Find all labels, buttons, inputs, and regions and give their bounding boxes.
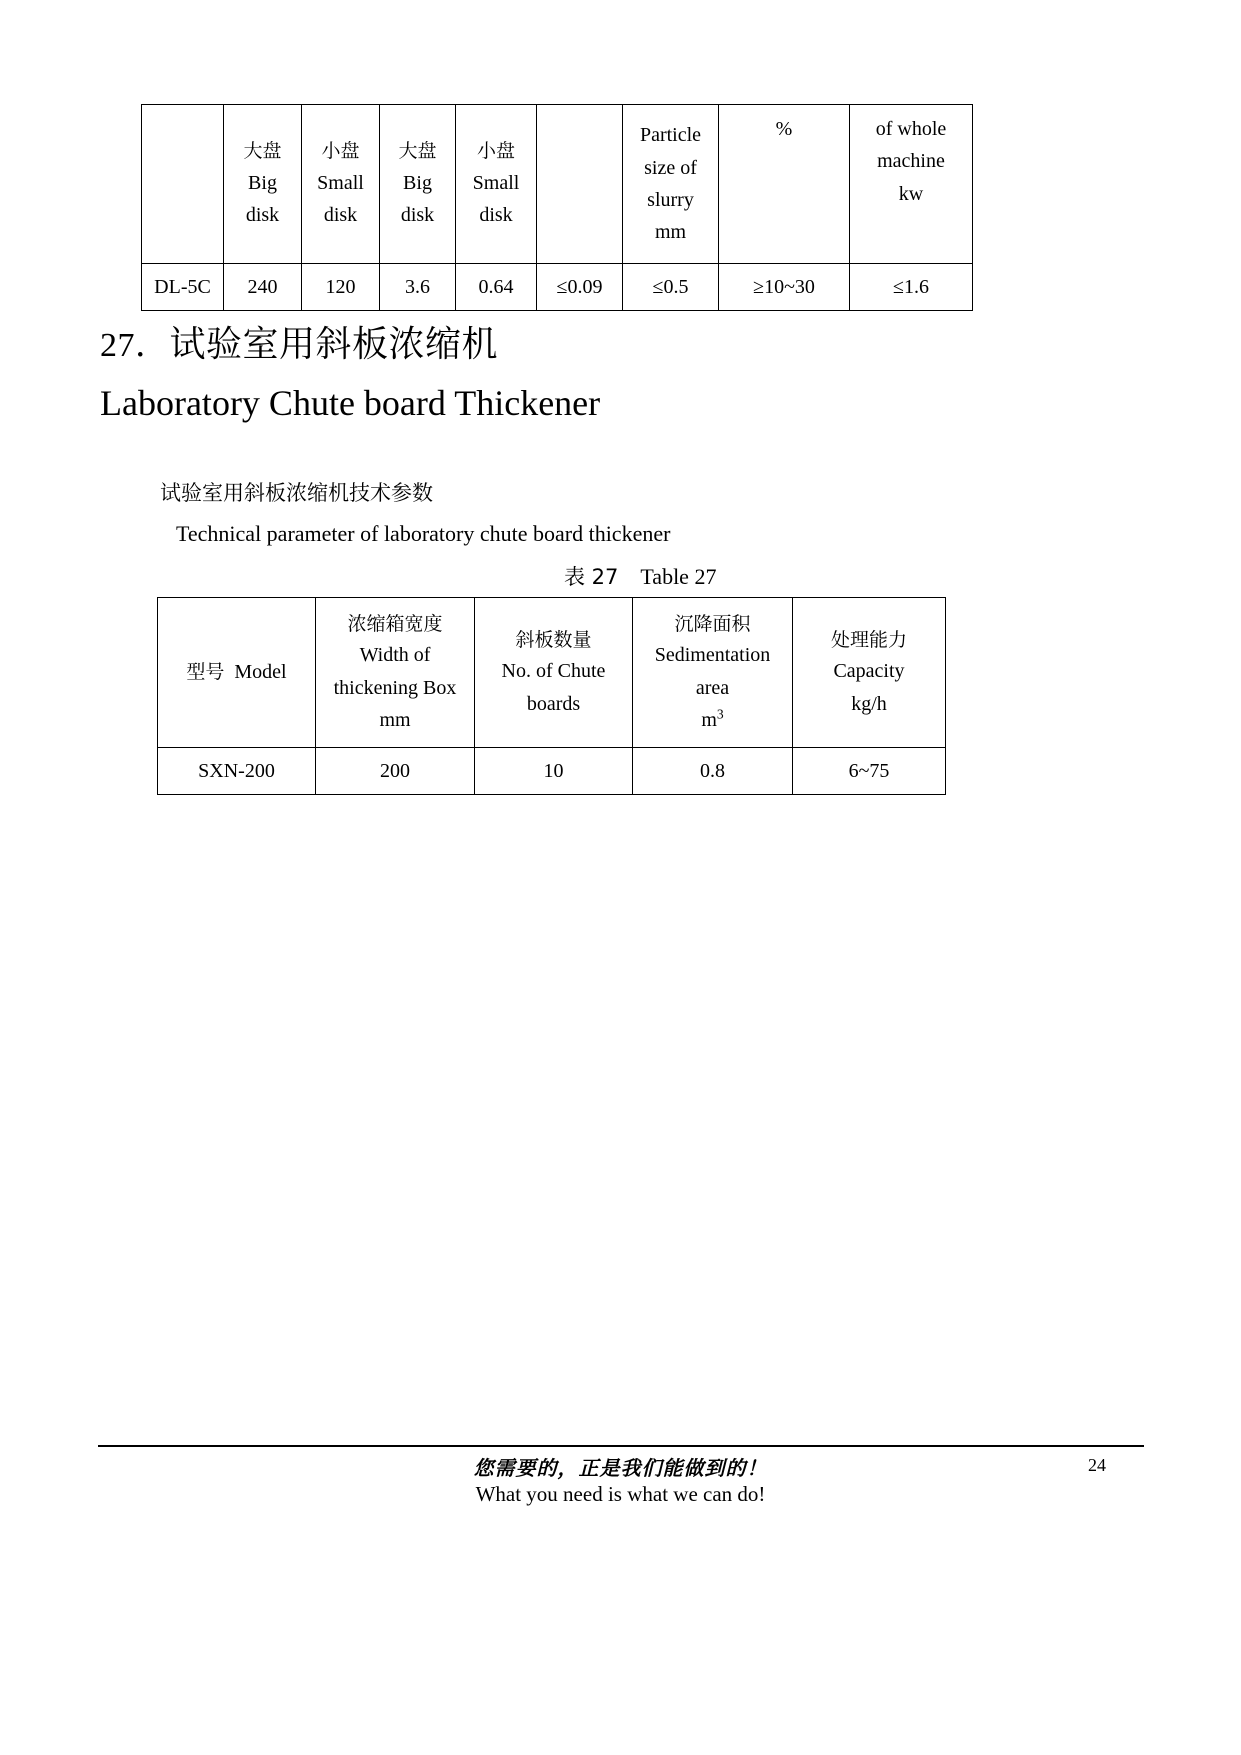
table-row-header — [142, 105, 973, 264]
header-cn-text: 处理能力 — [830, 628, 907, 651]
table-one-cell-3: 3.6 — [380, 264, 456, 311]
header-en-line: Model — [234, 661, 287, 684]
header-en-line: Sedimentation — [654, 644, 771, 667]
table-one-header-cell-8 — [850, 105, 973, 264]
table-two-cell-area: 0.8 — [633, 748, 793, 795]
header-cn-text: 大盘 — [398, 140, 437, 163]
header-cn-text: 斜板数量 — [515, 628, 592, 651]
header-en-line: Big — [403, 171, 432, 194]
header-en-line: disk — [245, 204, 280, 227]
table-two-cell-width: 200 — [316, 748, 475, 795]
section-number: 27． — [100, 327, 170, 364]
table-one-cell-7: ≥10~30 — [719, 264, 850, 311]
footer-divider — [98, 1445, 1144, 1447]
table-one-header-cell-7 — [719, 105, 850, 264]
chute-board-thickener-table — [157, 597, 945, 795]
header-en-line: boards — [526, 692, 581, 715]
table-two-header-cell-width — [316, 598, 475, 748]
parameter-title-en: Technical parameter of laboratory chute board thickener — [176, 521, 671, 546]
header-en-line: disk — [400, 204, 435, 227]
footer-slogan-cn: 您需要的，正是我们能做到的！ — [473, 1456, 768, 1480]
table-caption-cn: 表 27 — [564, 565, 619, 589]
header-en-line: of whole — [875, 118, 947, 140]
header-en-line: Width of — [359, 644, 431, 667]
header-en-line: mm — [379, 709, 411, 732]
table-one-cell-4: 0.64 — [456, 264, 537, 311]
header-en-line: No. of Chute — [501, 660, 606, 683]
header-en-line: kg/h — [851, 692, 887, 715]
table-one-header-cell-0 — [142, 105, 224, 264]
table-two-header-cell-capacity — [793, 598, 946, 748]
superscript-three: 3 — [716, 706, 724, 722]
technical-parameter-table-previous — [141, 104, 972, 311]
parameter-title-cn: 试验室用斜板浓缩机技术参数 — [160, 481, 433, 505]
header-en-line: Capacity — [833, 660, 905, 683]
header-en-line: disk — [323, 204, 358, 227]
table-two-header-cell-model — [158, 598, 316, 748]
table-row — [158, 748, 946, 795]
header-cn-text: 浓缩箱宽度 — [347, 612, 443, 635]
header-en-line: machine — [877, 150, 945, 173]
header-en-line: Particle — [639, 124, 702, 147]
table-one-header-cell-4 — [456, 105, 537, 264]
table-one — [141, 104, 973, 311]
header-en-line: disk — [479, 204, 513, 227]
table-one-header-cell-5 — [537, 105, 623, 264]
header-en-line: % — [775, 118, 793, 140]
header-en-line: thickening Box — [333, 676, 457, 699]
section-title-cn: 试验室用斜板浓缩机 — [169, 324, 499, 365]
table-two-cell-model: SXN-200 — [158, 748, 316, 795]
header-en-line: slurry — [647, 189, 694, 211]
header-cn-text: 沉降面积 — [674, 612, 751, 635]
header-en-line: mm — [654, 221, 687, 244]
table-two-header-cell-boards — [475, 598, 633, 748]
section-heading-en: Laboratory Chute board Thickener — [100, 383, 601, 423]
header-en-line: Small — [317, 171, 364, 194]
header-en-line: size of — [644, 156, 697, 179]
header-cn-text: 小盘 — [476, 140, 515, 163]
table-one-cell-6: ≤0.5 — [623, 264, 719, 311]
table-one-header-cell-2 — [302, 105, 380, 264]
table-one-header-cell-3 — [380, 105, 456, 264]
header-model-line — [159, 656, 314, 688]
header-cn-text: 小盘 — [321, 140, 360, 163]
table-one-cell-5: ≤0.09 — [537, 264, 623, 311]
table-row — [142, 264, 973, 311]
page-number: 24 — [1088, 1455, 1106, 1475]
header-en-line: area — [695, 676, 730, 699]
table-one-cell-model: DL-5C — [142, 264, 224, 311]
header-en-line: Big — [248, 171, 277, 194]
table-two-header-cell-area — [633, 598, 793, 748]
table-two — [157, 597, 946, 795]
header-cn-text: 大盘 — [243, 140, 282, 163]
table-row-header — [158, 598, 946, 748]
table-one-cell-1: 240 — [224, 264, 302, 311]
header-cn-text: 型号 — [186, 661, 225, 684]
header-en-line: kw — [898, 182, 924, 205]
table-two-cell-capacity: 6~75 — [793, 748, 946, 795]
table-one-cell-2: 120 — [302, 264, 380, 311]
table-one-header-cell-1 — [224, 105, 302, 264]
table-two-cell-boards: 10 — [475, 748, 633, 795]
section-heading-cn — [100, 316, 498, 367]
header-en-line: Small — [472, 171, 520, 194]
table-one-cell-8: ≤1.6 — [850, 264, 973, 311]
table-caption-en: Table 27 — [640, 564, 717, 589]
footer-slogan-en: What you need is what we can do! — [475, 1482, 766, 1506]
header-en-unit: $m^3$ — [701, 706, 724, 732]
table-caption — [564, 561, 716, 591]
table-one-header-cell-6 — [623, 105, 719, 264]
